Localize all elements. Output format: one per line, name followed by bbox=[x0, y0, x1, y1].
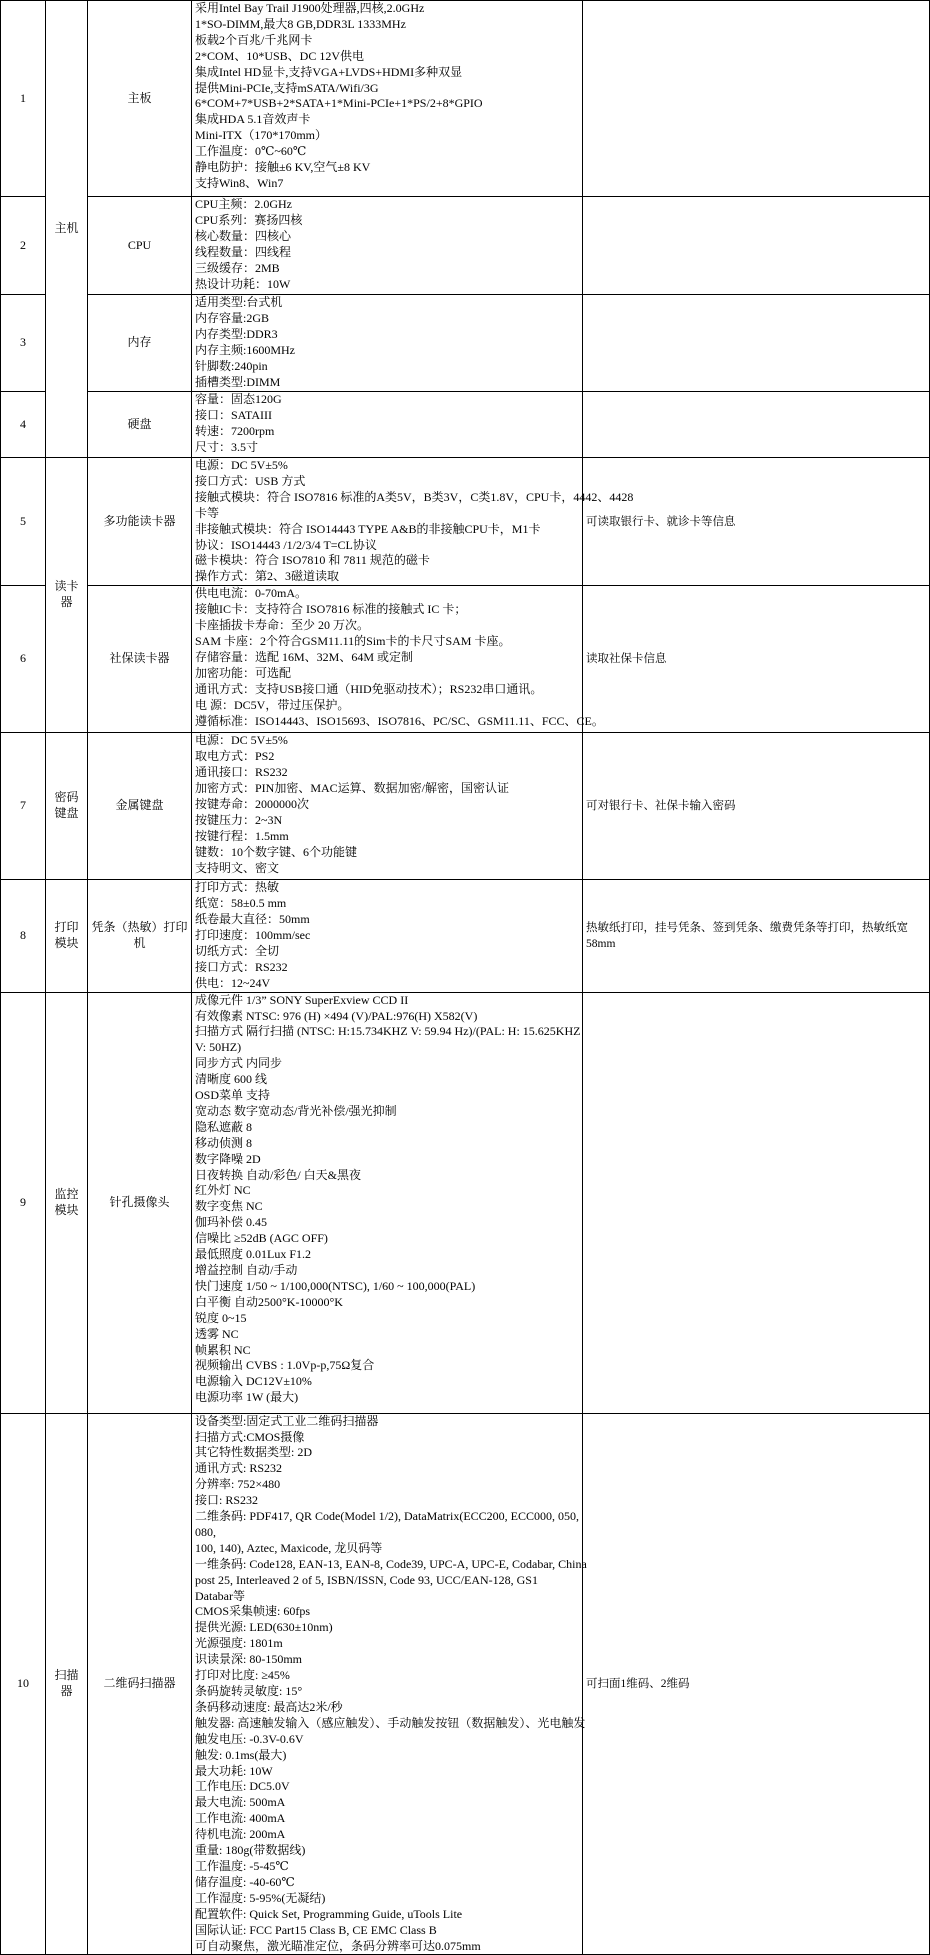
remark-cell bbox=[583, 992, 930, 1413]
spec-line: 视频输出 CVBS : 1.0Vp-p,75Ω复合 bbox=[195, 1358, 375, 1373]
spec-line: 080, bbox=[195, 1524, 216, 1539]
category-cell: 监控模块 bbox=[46, 992, 88, 1413]
spec-line: 其它特性数据类型: 2D bbox=[195, 1445, 313, 1460]
spec-line: 红外灯 NC bbox=[195, 1183, 251, 1198]
spec-line: 接口方式：USB 方式 bbox=[195, 473, 306, 488]
spec-line: 宽动态 数字宽动态/背光补偿/强光抑制 bbox=[195, 1103, 397, 1118]
table-row bbox=[1, 197, 930, 295]
spec-line: 1*SO-DIMM,最大8 GB,DDR3L 1333MHz bbox=[195, 16, 406, 31]
spec-cell bbox=[192, 392, 583, 458]
row-number: 4 bbox=[1, 392, 46, 458]
spec-line: 接口：SATAIII bbox=[195, 407, 273, 422]
spec-line: 信噪比 ≥52dB (AGC OFF) bbox=[195, 1231, 328, 1246]
spec-line: 最大功耗: 10W bbox=[195, 1763, 273, 1778]
spec-table-body bbox=[1, 1, 930, 1955]
spec-cell bbox=[192, 1, 583, 197]
row-number: 6 bbox=[1, 586, 46, 733]
spec-line: 打印方式：热敏 bbox=[195, 880, 280, 895]
spec-line: 工作温度: -5-45℃ bbox=[195, 1858, 289, 1873]
spec-line: V: 50HZ) bbox=[195, 1040, 242, 1055]
item-name: 金属键盘 bbox=[88, 733, 192, 880]
spec-line: 最大电流: 500mA bbox=[195, 1795, 286, 1810]
remark-cell: 读取社保卡信息 bbox=[583, 586, 930, 733]
spec-line: 成像元件 1/3” SONY SuperExview CCD II bbox=[195, 992, 409, 1007]
spec-line: 针脚数:240pin bbox=[195, 358, 268, 373]
spec-cell bbox=[192, 586, 604, 733]
spec-line: 接口方式：RS232 bbox=[195, 959, 288, 974]
spec-line: 存储容量：选配 16M、32M、64M 或定制 bbox=[195, 649, 414, 664]
spec-line: 内存容量:2GB bbox=[195, 310, 270, 325]
spec-line: 供电：12~24V bbox=[195, 975, 271, 990]
table-row bbox=[1, 586, 930, 733]
spec-line: 电源功率 1W (最大) bbox=[195, 1390, 299, 1405]
spec-line: 适用类型:台式机 bbox=[195, 295, 283, 309]
item-name: 针孔摄像头 bbox=[88, 992, 192, 1413]
remark-cell: 可扫面1维码、2维码 bbox=[583, 1413, 930, 1955]
spec-line: 支持Win8、Win7 bbox=[195, 175, 284, 190]
spec-line: 重量: 180g(带数据线) bbox=[195, 1843, 306, 1858]
remark-cell: 可读取银行卡、就诊卡等信息 bbox=[583, 458, 930, 586]
category-cell: 打印模块 bbox=[46, 880, 88, 992]
spec-line: 纸卷最大直径：50mm bbox=[195, 912, 310, 927]
remark-cell bbox=[583, 392, 930, 458]
spec-line: 支持明文、密文 bbox=[195, 860, 280, 875]
spec-line: 条码移动速度: 最高达2米/秒 bbox=[195, 1699, 343, 1714]
spec-cell bbox=[192, 992, 583, 1413]
spec-line: 协议：ISO14443 /1/2/3/4 T=CL协议 bbox=[195, 537, 377, 552]
spec-cell bbox=[192, 295, 583, 392]
spec-line: 电源：DC 5V±5% bbox=[195, 458, 288, 472]
remark-cell: 可对银行卡、社保卡输入密码 bbox=[583, 733, 930, 880]
spec-line: 电源输入 DC12V±10% bbox=[195, 1374, 312, 1389]
spec-line: 遵循标准：ISO14443、ISO15693、ISO7816、PC/SC、GSM11.11、FCC、CE。 bbox=[195, 713, 604, 728]
spec-line: OSD菜单 支持 bbox=[195, 1088, 271, 1103]
spec-line: 供电电流：0-70mA。 bbox=[195, 586, 307, 601]
spec-line: 打印速度：100mm/sec bbox=[195, 927, 311, 942]
spec-line: 可自动聚焦，激光瞄准定位，条码分辨率可达0.075mm bbox=[195, 1938, 481, 1953]
row-number: 3 bbox=[1, 295, 46, 392]
spec-line: 工作湿度: 5-95%(无凝结) bbox=[195, 1890, 326, 1905]
spec-line: 热设计功耗：10W bbox=[195, 276, 291, 291]
spec-line: 通讯接口：RS232 bbox=[195, 765, 288, 780]
spec-line: 磁卡模块：符合 ISO7810 和 7811 规范的磁卡 bbox=[195, 553, 430, 568]
table-row bbox=[1, 992, 930, 1413]
spec-line: 板载2个百兆/千兆网卡 bbox=[195, 32, 313, 47]
spec-line: 取电方式：PS2 bbox=[195, 749, 275, 764]
spec-line: 清晰度 600 线 bbox=[195, 1072, 268, 1087]
item-name: CPU bbox=[88, 197, 192, 295]
spec-line: 通讯方式：支持USB接口通（HID免驱动技术）；RS232串口通讯。 bbox=[195, 681, 543, 696]
spec-line: 操作方式：第2、3磁道读取 bbox=[195, 569, 340, 584]
spec-line: 打印对比度: ≥45% bbox=[195, 1668, 290, 1683]
spec-line: 储存温度: -40-60℃ bbox=[195, 1874, 295, 1889]
spec-cell bbox=[192, 1413, 587, 1955]
item-name: 社保读卡器 bbox=[88, 586, 192, 733]
spec-line: 按键寿命：2000000次 bbox=[195, 796, 310, 811]
spec-line: 尺寸：3.5寸 bbox=[195, 439, 259, 454]
spec-line: 扫描方式 隔行扫描 (NTSC: H:15.734KHZ V: 59.94 Hz)/(PAL: H: 15.625KHZ bbox=[195, 1024, 581, 1039]
spec-line: 卡座插拔卡寿命：至少 20 万次。 bbox=[195, 618, 370, 633]
category-cell: 扫描器 bbox=[46, 1413, 88, 1955]
spec-line: 帧累积 NC bbox=[195, 1342, 251, 1357]
spec-line: 工作电压: DC5.0V bbox=[195, 1779, 290, 1794]
spec-line: 切纸方式：全切 bbox=[195, 943, 280, 958]
row-number: 10 bbox=[1, 1413, 46, 1955]
category-cell: 读卡器 bbox=[46, 458, 88, 733]
spec-cell bbox=[192, 733, 583, 880]
spec-line: 锐度 0~15 bbox=[195, 1310, 247, 1325]
spec-line: 加密功能：可选配 bbox=[195, 665, 292, 680]
spec-line: 线程数量：四线程 bbox=[195, 244, 292, 259]
spec-line: 内存主频:1600MHz bbox=[195, 342, 295, 357]
spec-line: 通讯方式: RS232 bbox=[195, 1461, 283, 1476]
spec-line: 接触式模块：符合 ISO7816 标准的A类5V，B类3V，C类1.8V，CPU卡，4442、4428 bbox=[195, 489, 634, 504]
spec-line: 伽玛补偿 0.45 bbox=[195, 1215, 268, 1230]
spec-line: 触发: 0.1ms(最大) bbox=[195, 1747, 287, 1762]
table-row bbox=[1, 1, 930, 197]
spec-line: 内存类型:DDR3 bbox=[195, 326, 278, 341]
spec-line: 三级缓存：2MB bbox=[195, 260, 280, 275]
spec-line: 移动侦测 8 bbox=[195, 1135, 253, 1150]
spec-line: 待机电流: 200mA bbox=[195, 1827, 286, 1842]
spec-line: 提供Mini-PCIe,支持mSATA/Wifi/3G bbox=[195, 80, 379, 95]
table-row bbox=[1, 880, 930, 992]
spec-line: 静电防护：接触±6 KV,空气±8 KV bbox=[195, 160, 371, 175]
row-number: 9 bbox=[1, 992, 46, 1413]
item-name: 硬盘 bbox=[88, 392, 192, 458]
category-cell: 主机 bbox=[46, 1, 88, 458]
table-row bbox=[1, 458, 930, 586]
spec-line: 分辨率: 752×480 bbox=[195, 1477, 281, 1492]
spec-line: 按键行程：1.5mm bbox=[195, 828, 289, 843]
spec-line: 透雾 NC bbox=[195, 1326, 239, 1341]
spec-line: 接口: RS232 bbox=[195, 1493, 259, 1508]
spec-line: 电源：DC 5V±5% bbox=[195, 733, 288, 748]
spec-line: 有效像素 NTSC: 976 (H) ×494 (V)/PAL:976(H) X582(V) bbox=[195, 1008, 478, 1023]
spec-line: 接触IC卡：支持符合 ISO7816 标准的接触式 IC 卡； bbox=[195, 602, 467, 617]
spec-line: 数字降噪 2D bbox=[195, 1151, 261, 1166]
row-number: 1 bbox=[1, 1, 46, 197]
remark-cell bbox=[583, 197, 930, 295]
spec-line: 转速：7200rpm bbox=[195, 423, 275, 438]
spec-line: 2*COM、10*USB、DC 12V供电 bbox=[195, 48, 365, 63]
spec-line: CPU主频：2.0GHz bbox=[195, 197, 293, 211]
spec-line: 增益控制 自动/手动 bbox=[195, 1263, 298, 1277]
spec-line: 二维条码: PDF417, QR Code(Model 1/2), DataMatrix(ECC200, ECC000, 050, bbox=[195, 1509, 579, 1524]
remark-cell bbox=[583, 1, 930, 197]
table-row bbox=[1, 733, 930, 880]
spec-line: 数字变焦 NC bbox=[195, 1199, 263, 1214]
spec-cell bbox=[192, 197, 583, 295]
item-name: 二维码扫描器 bbox=[88, 1413, 192, 1955]
item-name: 凭条（热敏）打印机 bbox=[88, 880, 192, 992]
spec-line: 白平衡 自动2500°K-10000°K bbox=[195, 1294, 343, 1309]
spec-line: 键数：10个数字键、6个功能键 bbox=[195, 844, 358, 859]
table-row bbox=[1, 392, 930, 458]
spec-line: 插槽类型:DIMM bbox=[195, 374, 281, 389]
table-row bbox=[1, 1413, 930, 1955]
spec-line: 最低照度 0.01Lux F1.2 bbox=[195, 1247, 312, 1262]
spec-line: 工作温度：0℃~60℃ bbox=[195, 144, 307, 159]
spec-cell bbox=[192, 458, 634, 586]
spec-line: 国际认证: FCC Part15 Class B, CE EMC Class B bbox=[195, 1922, 437, 1937]
spec-line: 隐私遮蔽 8 bbox=[195, 1119, 253, 1134]
category-cell: 密码键盘 bbox=[46, 733, 88, 880]
spec-line: 按键压力：2~3N bbox=[195, 812, 283, 827]
spec-line: 提供光源: LED(630±10nm) bbox=[195, 1620, 333, 1635]
row-number: 8 bbox=[1, 880, 46, 992]
spec-line: 卡等 bbox=[195, 505, 220, 520]
spec-line: 非接触式模块：符合 ISO14443 TYPE A&B的非接触CPU卡，M1卡 bbox=[195, 521, 541, 536]
remark-cell bbox=[583, 295, 930, 392]
spec-line: 光源强度: 1801m bbox=[195, 1636, 283, 1651]
spec-line: 一维条码: Code128, EAN-13, EAN-8, Code39, UPC-A, UPC-E, Codabar, China bbox=[195, 1556, 587, 1571]
spec-line: 容量：固态120G bbox=[195, 392, 282, 406]
spec-line: 电 源：DC5V，带过压保护。 bbox=[195, 697, 350, 712]
spec-line: 日夜转换 自动/彩色/ 白天&黑夜 bbox=[195, 1167, 362, 1182]
spec-line: 触发器: 高速触发输入（感应触发）、手动触发按钮（数据触发）、光电触发 bbox=[195, 1715, 586, 1730]
spec-line: 集成Intel HD显卡,支持VGA+LVDS+HDMI多种双显 bbox=[195, 64, 463, 79]
spec-line: 配置软件: Quick Set, Programming Guide, uTools Lite bbox=[195, 1906, 463, 1921]
spec-line: Mini-ITX（170*170mm） bbox=[195, 128, 327, 143]
item-name: 多功能读卡器 bbox=[88, 458, 192, 586]
spec-line: 识读景深: 80-150mm bbox=[195, 1652, 302, 1667]
spec-line: 同步方式 内同步 bbox=[195, 1056, 283, 1071]
spec-line: CMOS采集帧速: 60fps bbox=[195, 1604, 311, 1619]
row-number: 2 bbox=[1, 197, 46, 295]
spec-line: 100, 140), Aztec, Maxicode, 龙贝码等 bbox=[195, 1540, 383, 1555]
spec-line: SAM 卡座：2个符合GSM11.11的Sim卡的卡尺寸SAM 卡座。 bbox=[195, 633, 511, 648]
item-name: 内存 bbox=[88, 295, 192, 392]
spec-line: post 25, Interleaved 2 of 5, ISBN/ISSN, Code 93, UCC/EAN-128, GS1 bbox=[195, 1572, 538, 1587]
item-name: 主板 bbox=[88, 1, 192, 197]
spec-line: 6*COM+7*USB+2*SATA+1*Mini-PCIe+1*PS/2+8*GPIO bbox=[195, 96, 483, 111]
row-number: 5 bbox=[1, 458, 46, 586]
spec-line: 扫描方式:CMOS摄像 bbox=[195, 1429, 305, 1444]
spec-line: 设备类型:固定式工业二维码扫描器 bbox=[195, 1413, 379, 1428]
spec-line: 采用Intel Bay Trail J1900处理器,四核,2.0GHz bbox=[195, 1, 425, 15]
row-number: 7 bbox=[1, 733, 46, 880]
spec-line: 工作电流: 400mA bbox=[195, 1811, 286, 1826]
spec-line: CPU系列：赛扬四核 bbox=[195, 212, 303, 227]
table-row bbox=[1, 295, 930, 392]
spec-line: 加密方式：PIN加密、MAC运算、数据加密/解密，国密认证 bbox=[195, 780, 510, 795]
spec-line: 触发电压: -0.3V-0.6V bbox=[195, 1731, 304, 1746]
spec-cell bbox=[192, 880, 583, 992]
spec-line: 快门速度 1/50 ~ 1/100,000(NTSC), 1/60 ~ 100,000(PAL) bbox=[195, 1278, 476, 1293]
spec-line: 纸宽：58±0.5 mm bbox=[195, 896, 287, 911]
spec-line: 核心数量：四核心 bbox=[195, 228, 292, 243]
spec-line: Databar等 bbox=[195, 1588, 245, 1603]
remark-cell: 热敏纸打印，挂号凭条、签到凭条、缴费凭条等打印，热敏纸宽58mm bbox=[583, 880, 930, 992]
spec-line: 条码旋转灵敏度: 15° bbox=[195, 1684, 303, 1698]
spec-line: 集成HDA 5.1音效声卡 bbox=[195, 112, 311, 127]
